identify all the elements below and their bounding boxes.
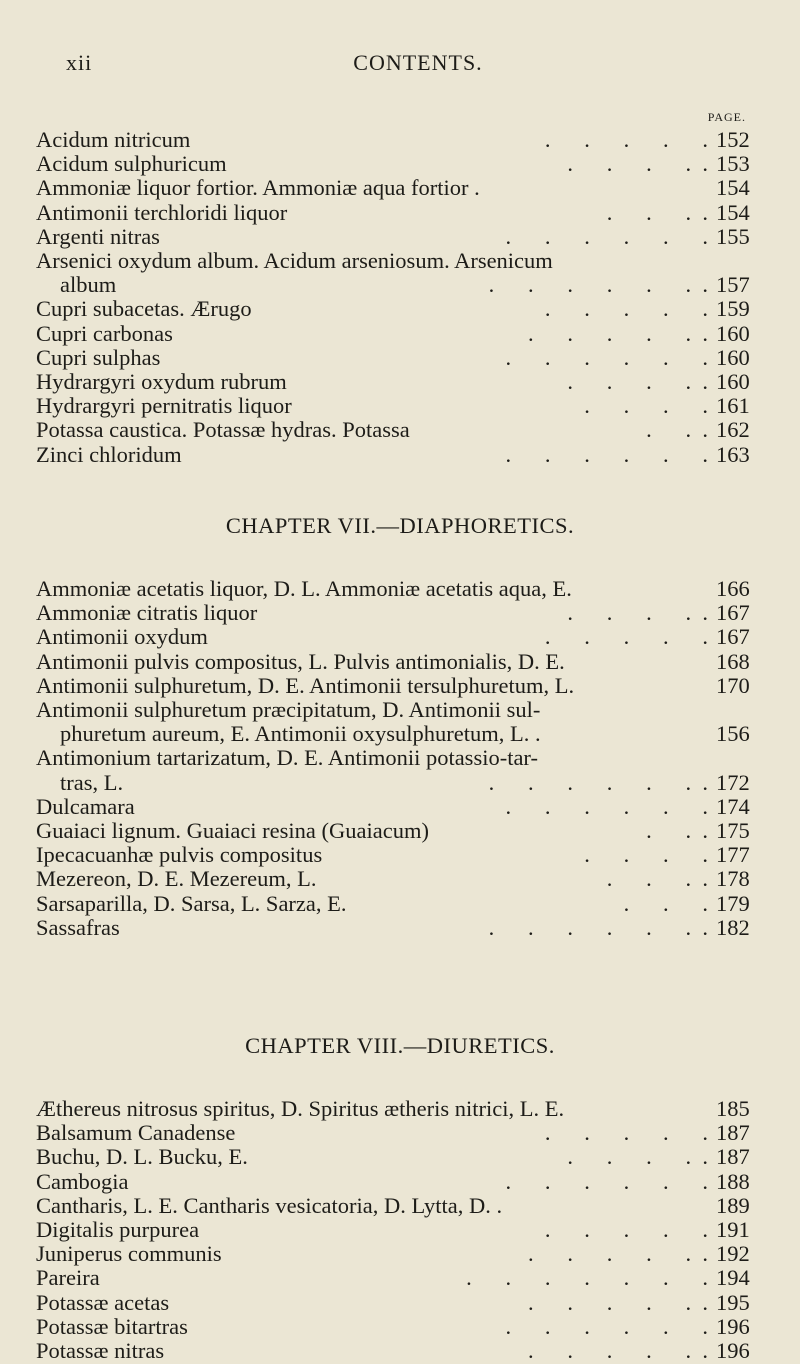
entry-title: Mezereon, D. E. Mezereum, L. <box>36 866 317 892</box>
entry-title: Potassæ acetas <box>36 1289 170 1315</box>
page-number: 194 <box>716 1265 750 1291</box>
page-number: 177 <box>716 842 750 868</box>
dot-leaders: . . . <box>623 890 708 916</box>
entry-title: Æthereus nitrosus spiritus, D. Spiritus ætheris nitrici, L. E. <box>36 1096 565 1121</box>
entry-title: Sarsaparilla, D. Sarsa, L. Sarza, E. <box>36 890 347 916</box>
dot-leaders: . . . . . . . <box>466 1265 708 1291</box>
dot-leaders: . . . . . . <box>528 1289 708 1315</box>
page-number: 160 <box>716 320 750 346</box>
entry-title: Potassa caustica. Potassæ hydras. Potassa <box>36 417 410 443</box>
page-number: 159 <box>716 296 750 322</box>
entry-title: Acidum nitricum <box>36 127 191 152</box>
chapter-7-title: CHAPTER VII.—DIAPHORETICS. <box>225 513 575 538</box>
page-number: 153 <box>716 151 750 177</box>
dot-leaders: . . . . . . <box>505 223 708 249</box>
toc-entry <box>36 866 768 892</box>
dot-leaders: . . . . <box>606 866 708 892</box>
toc-entry <box>36 345 768 371</box>
page-number: 166 <box>716 576 750 601</box>
toc-entry <box>36 721 768 747</box>
entry-title: Cupri carbonas <box>36 320 173 346</box>
entry-title: Potassæ bitartras <box>36 1313 188 1339</box>
entry-title: Juniperus communis <box>36 1241 222 1267</box>
entry-title: Hydrargyri oxydum rubrum <box>36 369 287 394</box>
dot-leaders: . . . <box>646 818 708 843</box>
dot-leaders: . . . . . . <box>528 1338 708 1363</box>
page-number: 160 <box>716 369 750 394</box>
dot-leaders: . . . . . . <box>505 441 708 467</box>
toc-entry <box>36 1314 768 1340</box>
page-number: 157 <box>716 272 750 298</box>
toc-entry <box>36 442 768 468</box>
entry-title: Buchu, D. L. Bucku, E. <box>36 1144 248 1170</box>
dot-leaders: . . . . . <box>567 600 708 626</box>
entry-title: Ammoniæ acetatis liquor, D. L. Ammoniæ acetatis aqua, E. <box>36 576 572 601</box>
toc-entry <box>36 576 768 602</box>
page-number: 188 <box>716 1168 750 1194</box>
toc-entry <box>36 1217 768 1243</box>
dot-leaders: . . . . . <box>567 369 708 394</box>
dot-leaders: . . . . <box>584 842 708 868</box>
entry-title: Cambogia <box>36 1168 129 1194</box>
entry-title: phuretum aureum, E. Antimonii oxysulphuretum, L. . <box>60 721 541 747</box>
dot-leaders: . . . . <box>606 199 708 225</box>
toc-entry <box>36 624 768 650</box>
toc-entry <box>36 891 768 917</box>
dot-leaders: . . . . . <box>544 296 708 322</box>
page-number: 172 <box>716 769 750 795</box>
page-number: 170 <box>716 672 750 698</box>
toc-entry <box>36 794 768 820</box>
dot-leaders: . . . . . . . <box>488 272 708 298</box>
entry-title: Ammoniæ liquor fortior. Ammoniæ aqua fortior . <box>36 175 480 201</box>
entry-title: Potassæ nitras <box>36 1338 165 1363</box>
toc-entry <box>36 1120 768 1146</box>
page-number: 174 <box>716 793 750 819</box>
entry-title: Argenti nitras <box>36 223 160 249</box>
dot-leaders: . . . . . . <box>505 344 708 370</box>
page-header <box>66 50 770 80</box>
entry-title: Balsamum Canadense <box>36 1120 236 1146</box>
page-number: 175 <box>716 818 750 843</box>
toc-entry <box>36 272 768 298</box>
page-number: 185 <box>716 1096 750 1121</box>
toc-entry <box>36 175 768 201</box>
dot-leaders: . . . <box>646 417 708 443</box>
entry-title: Acidum sulphuricum <box>36 151 227 177</box>
toc-entry <box>36 369 768 395</box>
entry-title: Cantharis, L. E. Cantharis vesicatoria, D. Lytta, D. . <box>36 1192 503 1218</box>
toc-entry <box>36 393 768 419</box>
entry-title: Guaiaci lignum. Guaiaci resina (Guaiacum) <box>36 818 429 843</box>
page-number: 161 <box>716 393 750 419</box>
entry-title: Antimonii terchloridi liquor <box>36 199 288 225</box>
dot-leaders: . . . . . . . <box>488 769 708 795</box>
page-number: 167 <box>716 600 750 626</box>
toc-entry <box>36 649 768 675</box>
toc-entry <box>36 151 768 177</box>
page-number: 168 <box>716 648 750 674</box>
toc-entry <box>36 200 768 226</box>
entry-title: album <box>60 272 117 298</box>
dot-leaders: . . . . . . <box>505 1313 708 1339</box>
entry-title: Ammoniæ citratis liquor <box>36 600 258 626</box>
page-number: 195 <box>716 1289 750 1315</box>
toc-entry <box>36 697 768 723</box>
dot-leaders: . . . . . <box>544 127 708 152</box>
entry-title: Cupri subacetas. Ærugo <box>36 296 252 322</box>
page-number: 163 <box>716 441 750 467</box>
page-number: 156 <box>716 721 750 747</box>
toc-entry <box>36 745 768 771</box>
dot-leaders: . . . . . <box>567 1144 708 1170</box>
entry-title: Pareira <box>36 1265 100 1291</box>
page-number: 154 <box>716 199 750 225</box>
toc-entry <box>36 1144 768 1170</box>
folio: xii <box>66 50 93 75</box>
page-number: 196 <box>716 1338 750 1363</box>
entry-title: Dulcamara <box>36 793 135 819</box>
dot-leaders: . . . . . <box>567 151 708 177</box>
toc-entry <box>36 321 768 347</box>
page-number: 160 <box>716 344 750 370</box>
entry-title: Zinci chloridum <box>36 441 182 467</box>
running-title: CONTENTS. <box>353 50 483 75</box>
page-number: 162 <box>716 417 750 443</box>
toc-entry <box>36 1169 768 1195</box>
entry-title: Ipecacuanhæ pulvis compositus <box>36 842 323 868</box>
toc-entry <box>36 842 768 868</box>
page-number: 179 <box>716 890 750 916</box>
entry-title: Antimonii sulphuretum, D. E. Antimonii tersulphuretum, L. <box>36 672 575 698</box>
entry-title: Antimonium tartarizatum, D. E. Antimonii potassio-tar- <box>36 745 538 771</box>
dot-leaders: . . . . . . <box>528 320 708 346</box>
entry-title: Antimonii sulphuretum præcipitatum, D. Antimonii sul- <box>36 697 541 722</box>
toc-entry <box>36 417 768 443</box>
toc-entry <box>36 915 768 941</box>
dot-leaders: . . . . . <box>544 1217 708 1242</box>
dot-leaders: . . . . . <box>544 624 708 650</box>
toc-entry <box>36 224 768 250</box>
entry-title: Cupri sulphas <box>36 344 161 370</box>
page-number: 196 <box>716 1313 750 1339</box>
toc-entry <box>36 818 768 844</box>
page-number: 155 <box>716 223 750 249</box>
dot-leaders: . . . . . . <box>505 793 708 819</box>
entry-title: Digitalis purpurea <box>36 1217 200 1242</box>
page-number: 178 <box>716 866 750 892</box>
dot-leaders: . . . . <box>584 393 708 419</box>
page-number: 187 <box>716 1120 750 1146</box>
toc-entry <box>36 296 768 322</box>
toc-entry <box>36 1193 768 1219</box>
page-column-label: PAGE. <box>707 110 746 124</box>
page-number: 191 <box>716 1217 750 1242</box>
toc-entry <box>36 673 768 699</box>
entry-title: Antimonii oxydum <box>36 624 208 650</box>
toc-entry <box>36 127 768 153</box>
dot-leaders: . . . . . <box>544 1120 708 1146</box>
entry-title: Arsenici oxydum album. Acidum arseniosum. Arsenicum <box>36 248 553 273</box>
page-number: 192 <box>716 1241 750 1267</box>
page-number: 182 <box>716 914 750 940</box>
page-number: 167 <box>716 624 750 650</box>
dot-leaders: . . . . . . <box>505 1168 708 1194</box>
toc-entry <box>36 1241 768 1267</box>
toc-entry <box>36 1265 768 1291</box>
toc-entry <box>36 1338 768 1364</box>
entry-title: Hydrargyri pernitratis liquor <box>36 393 292 419</box>
chapter-8-title: CHAPTER VIII.—DIURETICS. <box>245 1033 555 1058</box>
toc-entry <box>36 600 768 626</box>
entry-title: Antimonii pulvis compositus, L. Pulvis antimonialis, D. E. <box>36 648 565 674</box>
page-number: 152 <box>716 127 750 152</box>
dot-leaders: . . . . . . . <box>488 914 708 940</box>
entry-title: Sassafras <box>36 914 120 940</box>
toc-entry <box>36 248 768 274</box>
page-number: 189 <box>716 1192 750 1218</box>
page-number: 187 <box>716 1144 750 1170</box>
toc-entry <box>36 1290 768 1316</box>
dot-leaders: . . . . . . <box>528 1241 708 1267</box>
toc-entry <box>36 1096 768 1122</box>
entry-title: tras, L. <box>60 769 124 795</box>
page-number: 154 <box>716 175 750 201</box>
toc-entry <box>36 770 768 796</box>
